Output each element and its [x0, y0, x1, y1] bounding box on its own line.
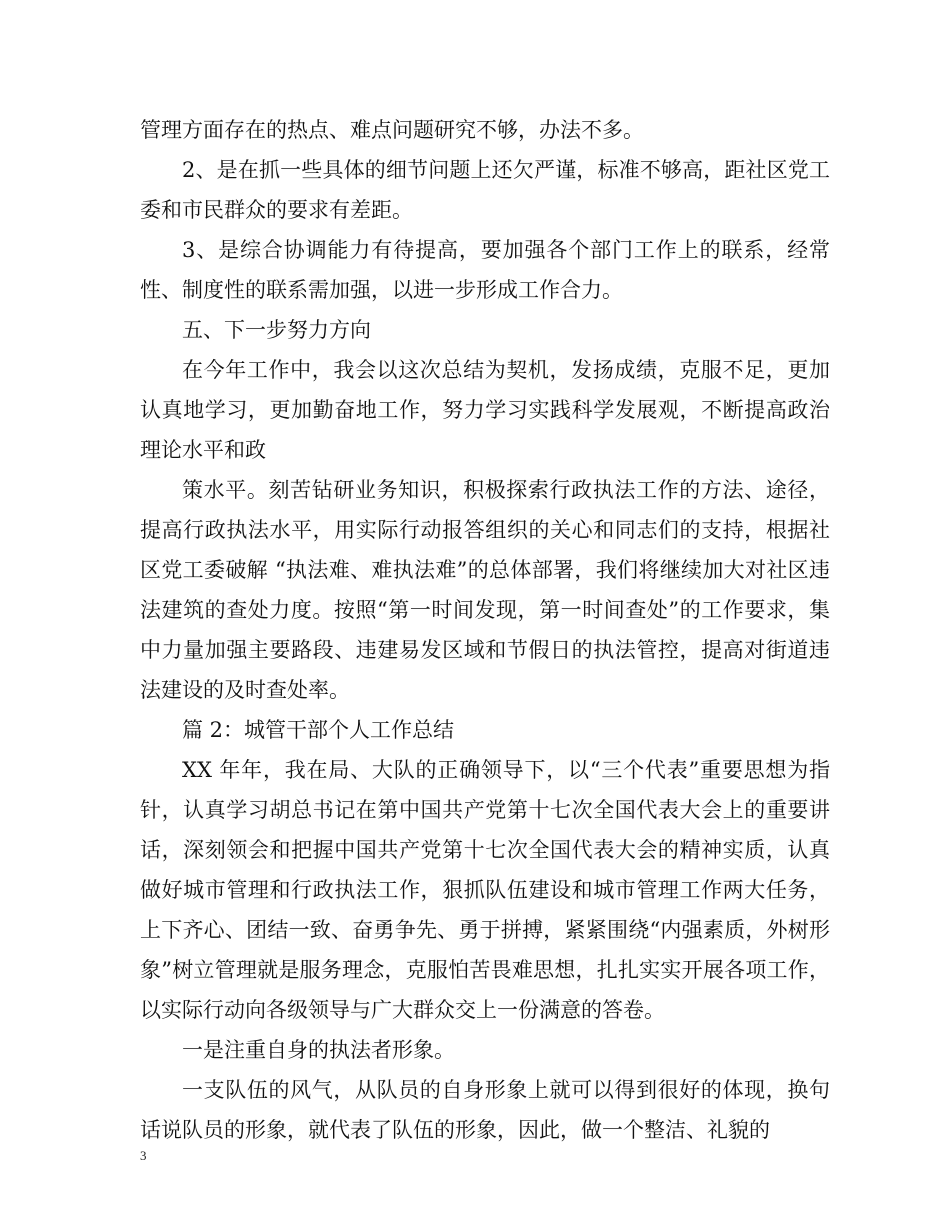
paragraph: 一支队伍的风气，从队员的自身形象上就可以得到很好的体现，换句话说队员的形象，就代表了队伍的形象，因此，做一个整洁、礼貌的	[140, 1078, 830, 1142]
section-heading: 一是注重自身的执法者形象。	[182, 1038, 455, 1062]
paragraph: XX 年年，我在局、大队的正确领导下，以“三个代表”重要思想为指针，认真学习胡总书记在第中国共产党第十七次全国代表大会上的重要讲话，深刻领会和把握中国共产党第十七次全国代表大会的精神实质，认真做好城市管理和行政执法工作，狠抓队伍建设和城市管理工作两大任务，上下齐心、团结一致、奋勇争先、勇于拼搏，紧紧围绕“内强素质，外树形象”树立管理就是服务理念，克服怕苦畏难思想，扎扎实实开展各项工作，以实际行动向各级领导与广大群众交上一份满意的答卷。	[140, 758, 830, 1022]
paragraph: 管理方面存在的热点、难点问题研究不够，办法不多。	[140, 118, 644, 142]
paragraph: 2、是在抓一些具体的细节问题上还欠严谨，标准不够高，距社区党工委和市民群众的要求有差距。	[140, 158, 830, 222]
page-number: 3	[140, 1148, 147, 1163]
section-heading: 五、下一步努力方向	[182, 318, 371, 342]
section-heading: 篇 2：城管干部个人工作总结	[182, 718, 455, 742]
document-body	[140, 110, 830, 1150]
paragraph: 策水平。刻苦钻研业务知识，积极探索行政执法工作的方法、途径，提高行政执法水平，用实际行动报答组织的关心和同志们的支持，根据社区党工委破解 “执法难、难执法难”的总体部署，我们将继续加大对社区违法建筑的查处力度。按照“第一时间发现，第一时间查处”的工作要求，集中力量加强主要路段、违建易发区域和节假日的执法管控，提高对街道违法建设的及时查处率。	[140, 478, 830, 702]
paragraph: 3、是综合协调能力有待提高，要加强各个部门工作上的联系，经常性、制度性的联系需加强，以进一步形成工作合力。	[140, 238, 830, 302]
paragraph: 在今年工作中，我会以这次总结为契机，发扬成绩，克服不足，更加认真地学习，更加勤奋地工作，努力学习实践科学发展观，不断提高政治理论水平和政	[140, 358, 830, 462]
